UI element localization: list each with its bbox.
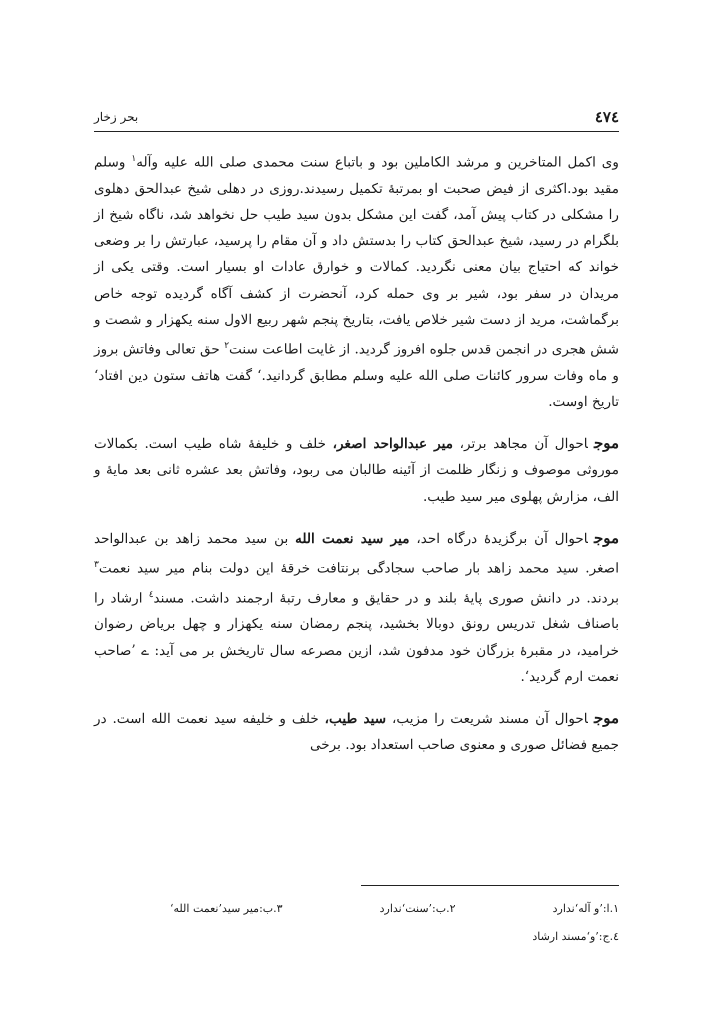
footnote-divider — [361, 885, 619, 886]
header-divider — [94, 131, 619, 132]
main-text — [94, 146, 619, 773]
text-run: وی اکمل المتاخرین و مرشد الکاملین بود و باتباع سنت محمدی صلی الله علیه وآله — [136, 154, 620, 171]
footnotes — [170, 895, 619, 951]
footnote-1: ١.ا:’و آله‘ندارد — [552, 902, 619, 915]
footnote-row — [170, 895, 619, 923]
paragraph-1 — [94, 146, 619, 415]
text-run: بن سید محمد زاهد بن عبدالواحد اصغر. سید محمد زاهد بار صاحب سجادگی برنتافت خرقۀ این دولت بنام میر سید نعمت — [94, 530, 619, 577]
person-name: میر عبدالواحد اصغر، — [332, 436, 453, 453]
text-run: ارشاد را باصناف شغل تدریس رونق دوبالا بخشید، پنجم رمضان سنه یکهزار و چهل برياض رضوان خرامید، در مقبرۀ بزرگان خود مدفون شد، ازین مصرعه سال تاریخش بر می آید: ے ’صاحب نعمت ارم گردید‘. — [94, 590, 619, 685]
text-run: احوال آن برگزیدۀ درگاه احد، — [409, 530, 588, 547]
section-lead: موج — [593, 434, 619, 453]
text-run: وسلم مقید بود.اکثری از فیض صحبت او بمرتبۀ تکمیل رسیدند.روزی در دهلی شیخ عبدالحق دهلوی را مشکلی در کتاب پیش آمد، گفت این مشکل بدون سید طیب حل نخواهد شد، ناگاه شیخ از بلگرام در رسید، شیخ عبدالحق کتاب را بدستش داد و آن مقام را پرسید، عبارتش را بر وضعی خواند که احتیاج بیان معنی نگردید. کمالات و خوارق عادات او بسیار است. وقتی یکی از مریدان در سفر بود، شیر بر وی حمله کرد، آنحضرت از کشف آگاه گردیده توجه خاص برگماشت، مرید از دست شیر خلاص یافت، بتاریخ پنجم شهر ربیع الاول سنه یکهزار و شصت و شش هجری در انجمن قدس جلوه افروز گردید. از غایت اطاعت سنت — [94, 154, 620, 358]
text-run: حق تعالی وفاتش بروز و ماه وفات سرور کائنات صلی الله علیه وسلم مطابق گردانید.‘ گفت هاتف ستون دین افتاد‘ تاریخ اوست. — [94, 341, 619, 410]
paragraph-2 — [94, 430, 619, 510]
text-run: احوال آن مسند شریعت را مزیب، — [386, 710, 588, 727]
footnote-4: ٤.ج:’و‘مسند ارشاد — [532, 930, 619, 943]
footnote-3: ٣.ب:میر سید’نعمت الله‘ — [170, 902, 283, 915]
page-header — [94, 108, 619, 130]
person-name: میر سید نعمت الله — [295, 530, 410, 547]
footnote-ref: ٢ — [224, 340, 230, 351]
section-lead: موج — [593, 708, 619, 727]
footnote-ref: ٤ — [148, 589, 154, 600]
footnote-row — [170, 923, 619, 951]
footnote-2: ٢.ب:’سنت‘ندارد — [379, 902, 456, 915]
footnote-ref: ٣ — [94, 559, 99, 570]
running-title: بحر زخار — [94, 110, 139, 124]
text-run: بردند. در دانش صوری پایۀ بلند و در حقایق و معارف رتبۀ ارجمند داشت. مسند — [153, 590, 619, 607]
person-name: سید طیب، — [324, 710, 387, 727]
text-run: احوال آن مجاهد برتر، — [453, 436, 588, 453]
text-run: خلف و خلیفۀ شاه طیب است. بکمالات موروثی موصوف و زنگار ظلمت از آئینه طالبان می ربود، وفاتش بعد عشره ثانی بعد مایۀ و الف، مزارش پهلوی میر سید طیب. — [94, 436, 619, 505]
footnote-ref: ١ — [131, 154, 137, 164]
page-number: ٤٧٤ — [594, 108, 619, 126]
paragraph-4 — [94, 705, 619, 758]
section-lead: موج — [593, 528, 619, 547]
paragraph-3 — [94, 525, 619, 690]
text-run: خلف و خلیفه سید نعمت الله است. در جمیع فضائل صوری و معنوی صاحب استعداد بود. برخی — [94, 710, 619, 754]
